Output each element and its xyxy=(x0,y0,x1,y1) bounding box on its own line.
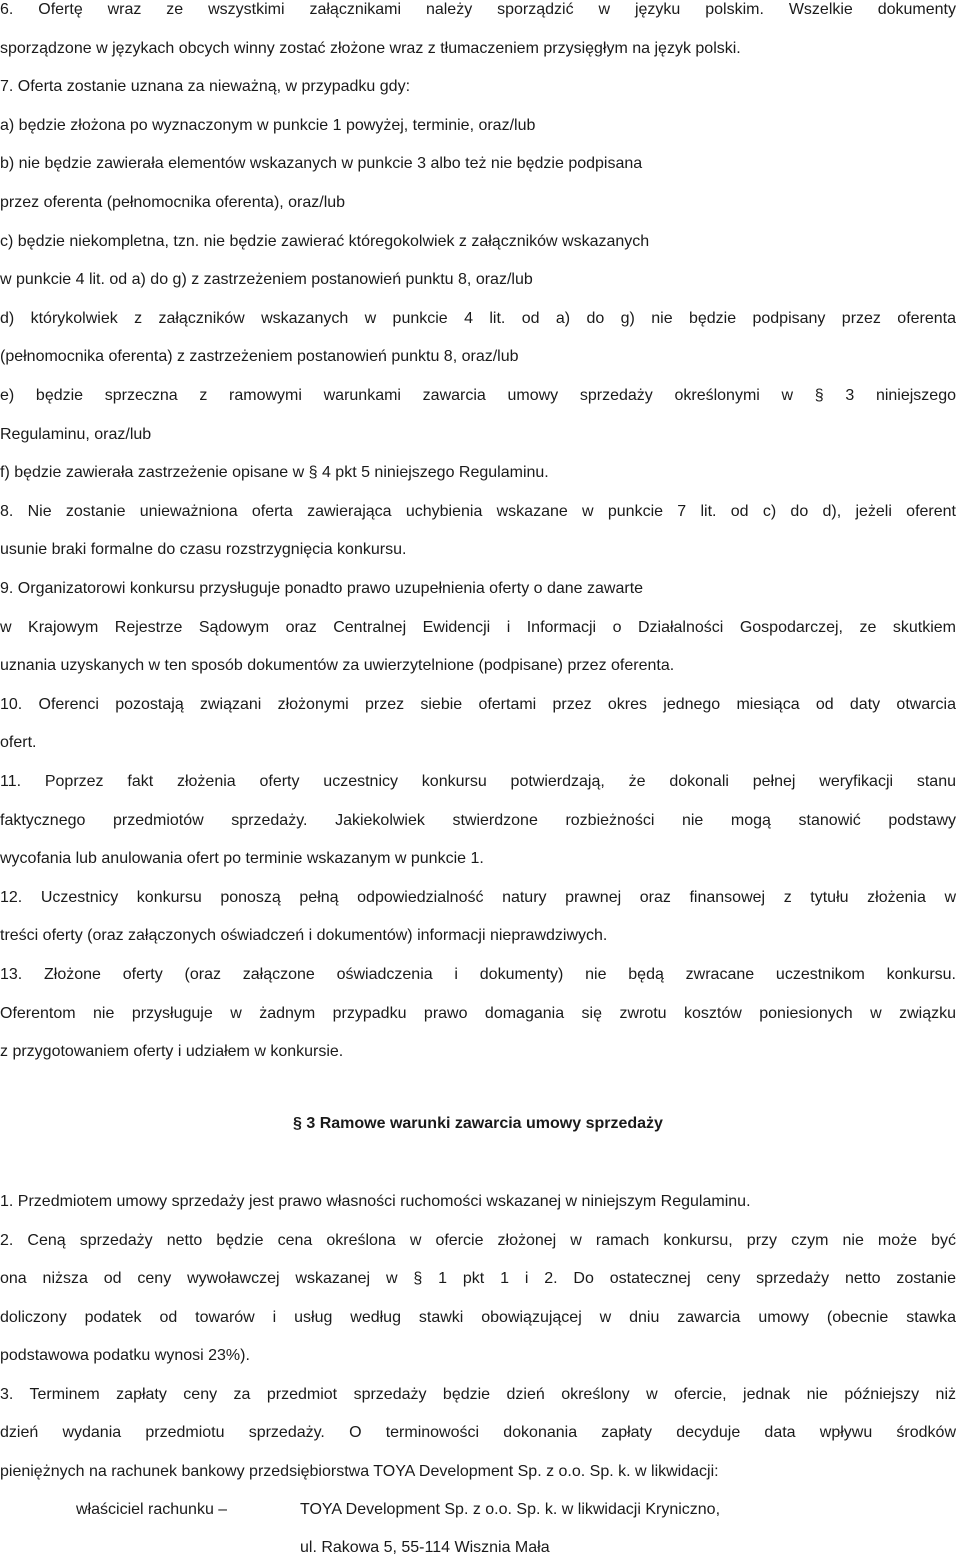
text-line: przez oferenta (pełnomocnika oferenta), oraz/lub xyxy=(0,194,346,211)
text-line: e) będzie sprzeczna z ramowymi warunkami zawarcia umowy sprzedaży określonymi w § 3 niniejszego xyxy=(0,387,956,404)
text-line: 6. Ofertę wraz ze wszystkimi załącznikami należy sporządzić w języku polskim. Wszelkie dokumenty xyxy=(0,1,956,18)
text-line: podstawowa podatku wynosi 23%). xyxy=(0,1347,250,1364)
text-line: ona niższa od ceny wywoławczej wskazanej w § 1 pkt 1 i 2. Do ostatecznej ceny sprzedaży netto zostanie xyxy=(0,1270,956,1287)
account-owner-name: TOYA Development Sp. z o.o. Sp. k. w likwidacji Kryniczno, xyxy=(300,1501,721,1518)
text-line: d) którykolwiek z załączników wskazanych w punkcie 4 lit. od a) do g) nie będzie podpisany przez oferenta xyxy=(0,309,956,327)
text-line: usunie braki formalne do czasu rozstrzygnięcia konkursu. xyxy=(0,541,407,559)
account-owner-label: właściciel rachunku – xyxy=(76,1501,228,1518)
text-line: Regulaminu, oraz/lub xyxy=(0,425,152,443)
text-line: 13. Złożone oferty (oraz załączone oświadczenia i dokumenty) nie będą zwracane uczestnikom konkursu. xyxy=(0,966,956,983)
account-owner-address: ul. Rakowa 5, 55-114 Wisznia Mała xyxy=(300,1539,550,1556)
text-line: 8. Nie zostanie unieważniona oferta zawierająca uchybienia wskazane w punkcie 7 lit. od c) do d), jeżeli oferent xyxy=(0,502,956,520)
text-line: w punkcie 4 lit. od a) do g) z zastrzeżeniem postanowień punktu 8, oraz/lub xyxy=(0,271,533,289)
text-line: ofert. xyxy=(0,734,37,752)
text-line: f) będzie zawierała zastrzeżenie opisane w § 4 pkt 5 niniejszego Regulaminu. xyxy=(0,464,549,482)
text-line: Oferentom nie przysługuje w żadnym przypadku prawo domagania się zwrotu kosztów poniesionych w związku xyxy=(0,1004,956,1022)
text-line: z przygotowaniem oferty i udziałem w konkursie. xyxy=(0,1043,344,1061)
text-line: 3. Terminem zapłaty ceny za przedmiot sprzedaży będzie dzień określony w ofercie, jednak nie późniejszy niż xyxy=(0,1385,956,1403)
text-line: wycofania lub anulowania ofert po terminie wskazanym w punkcie 1. xyxy=(0,850,484,868)
text-line: faktycznego przedmiotów sprzedaży. Jakiekolwiek stwierdzone rozbieżności nie mogą stanowić podstawy xyxy=(0,811,956,829)
text-line: 2. Ceną sprzedaży netto będzie cena określona w ofercie złożonej w ramach konkursu, przy czym nie może być xyxy=(0,1231,956,1249)
text-line: 9. Organizatorowi konkursu przysługuje ponadto prawo uzupełnienia oferty o dane zawarte xyxy=(0,580,644,597)
text-line: sporządzone w językach obcych winny zostać złożone wraz z tłumaczeniem przysięgłym na język polski. xyxy=(0,39,741,57)
text-line: dzień wydania przedmiotu sprzedaży. O terminowości dokonania zapłaty decyduje data wpływu środków xyxy=(0,1424,956,1441)
section-heading: § 3 Ramowe warunki zawarcia umowy sprzedaży xyxy=(293,1115,663,1132)
text-line: 7. Oferta zostanie uznana za nieważną, w przypadku gdy: xyxy=(0,78,411,96)
text-line: 11. Poprzez fakt złożenia oferty uczestnicy konkursu potwierdzają, że dokonali pełnej weryfikacji stanu xyxy=(0,773,956,790)
text-line: (pełnomocnika oferenta) z zastrzeżeniem postanowień punktu 8, oraz/lub xyxy=(0,348,519,366)
text-line: 12. Uczestnicy konkursu ponoszą pełną odpowiedzialność natury prawnej oraz finansowej z tytułu złożenia w xyxy=(0,888,956,906)
text-line: w Krajowym Rejestrze Sądowym oraz Centralnej Ewidencji i Informacji o Działalności Gospodarczej, ze skutkiem xyxy=(0,618,956,636)
text-line: doliczony podatek od towarów i usług według stawki obowiązującej w dniu zawarcia umowy (obecnie stawka xyxy=(0,1308,956,1326)
text-line: b) nie będzie zawierała elementów wskazanych w punkcie 3 albo też nie będzie podpisana xyxy=(0,155,643,173)
text-line: a) będzie złożona po wyznaczonym w punkcie 1 powyżej, terminie, oraz/lub xyxy=(0,116,536,134)
text-line: 10. Oferenci pozostają związani złożonymi przez siebie ofertami przez okres jednego miesiąca od daty otwarcia xyxy=(0,695,956,713)
text-line: treści oferty (oraz załączonych oświadczeń i dokumentów) informacji nieprawdziwych. xyxy=(0,927,608,945)
text-line: pieniężnych na rachunek bankowy przedsiębiorstwa TOYA Development Sp. z o.o. Sp. k. w likwidacji: xyxy=(0,1462,719,1480)
text-line: 1. Przedmiotem umowy sprzedaży jest prawo własności ruchomości wskazanej w niniejszym Regulaminu. xyxy=(0,1193,751,1210)
text-line: uznania uzyskanych w ten sposób dokumentów za uwierzytelnione (podpisane) przez oferenta. xyxy=(0,657,675,675)
text-line: c) będzie niekompletna, tzn. nie będzie zawierać któregokolwiek z załączników wskazanych xyxy=(0,232,650,250)
